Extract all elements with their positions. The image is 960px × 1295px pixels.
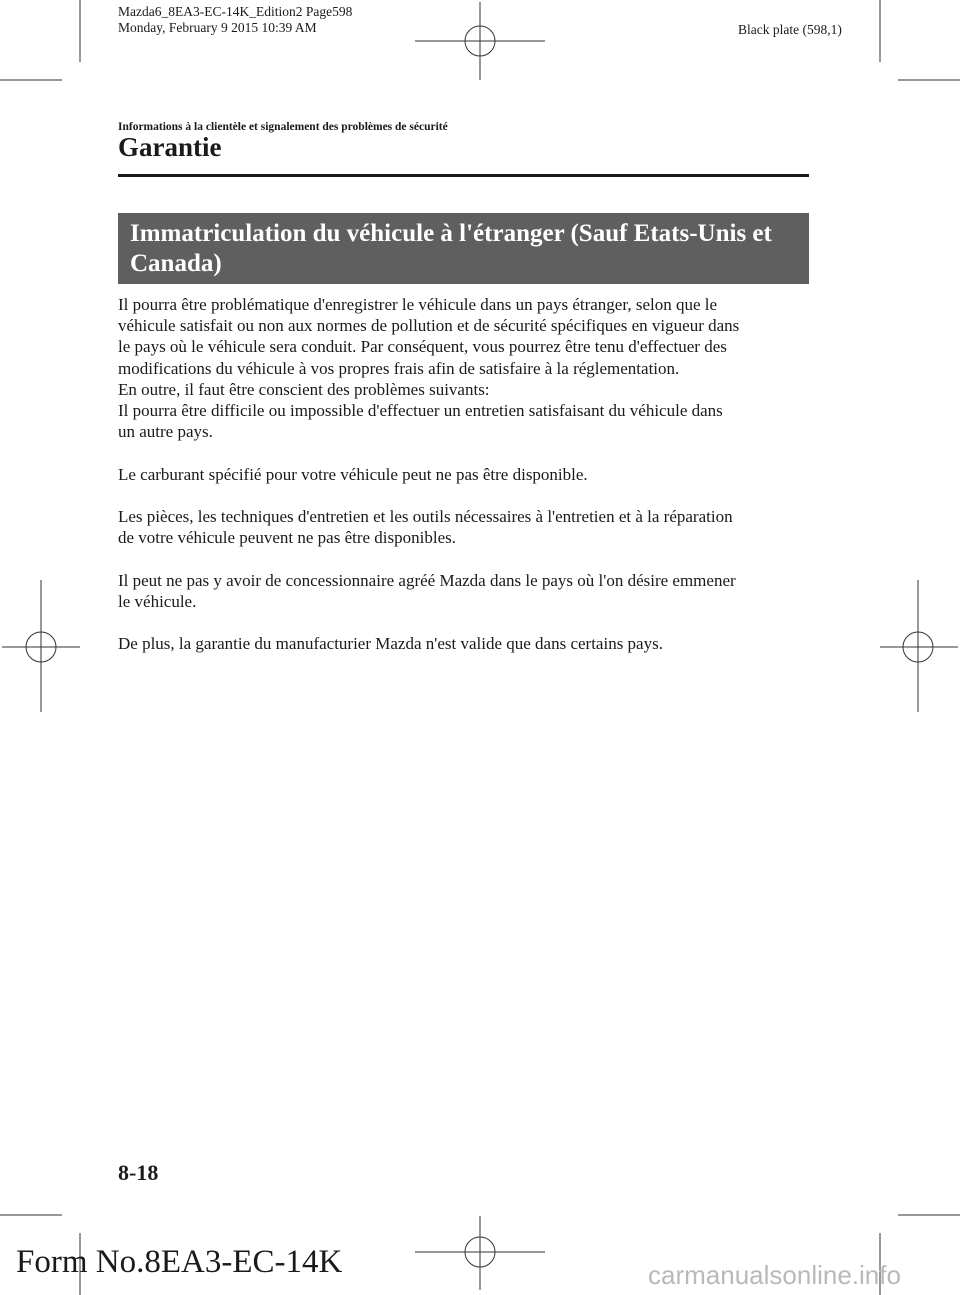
date-line: Monday, February 9 2015 10:39 AM [118, 20, 317, 35]
file-line: Mazda6_8EA3-EC-14K_Edition2 Page598 [118, 4, 353, 19]
paragraph-warranty: De plus, la garantie du manufacturier Mazda n'est valide que dans certains pays. [118, 634, 663, 654]
paragraph-maintenance: Il pourra être difficile ou impossible d'effectuer un entretien satisfaisant du véhicule dans un autre pays. [118, 401, 723, 442]
paragraph-dealer: Il peut ne pas y avoir de concessionnaire agréé Mazda dans le pays où l'on désire emmener le véhicule. [118, 570, 736, 611]
paragraph-fuel: Le carburant spécifié pour votre véhicule peut ne pas être disponible. [118, 464, 588, 484]
page-number: 8-18 [118, 1160, 159, 1185]
paragraph-awareness: En outre, il faut être conscient des problèmes suivants: [118, 379, 490, 399]
body-text [118, 294, 818, 676]
watermark: carmanualsonline.info [648, 1260, 901, 1290]
topic-heading-line-2: Canada) [130, 250, 222, 277]
title-rule [118, 174, 809, 177]
section-label: Informations à la clientèle et signalement des problèmes de sécurité [118, 121, 448, 133]
paragraph-intro: Il pourra être problématique d'enregistrer le véhicule dans un pays étranger, selon que le véhicule satisfait ou non aux normes de pollution et de sécurité spécifiques en vigueur dans le pays où le véhicule sera conduit. Par conséquent, vous pourrez être tenu d'effectuer des modifications du véhicule à vos propres frais afin de satisfaire à la réglementation. [118, 295, 740, 378]
print-info [118, 4, 352, 36]
paragraph-parts: Les pièces, les techniques d'entretien et les outils nécessaires à l'entretien et à la réparation de votre véhicule peuvent ne pas être disponibles. [118, 507, 733, 548]
chapter-title: Garantie [118, 132, 222, 162]
topic-heading [118, 213, 809, 284]
topic-heading-line-1: Immatriculation du véhicule à l'étranger (Sauf Etats-Unis et [130, 220, 772, 247]
form-number: Form No.8EA3-EC-14K [16, 1244, 343, 1280]
plate-label: Black plate (598,1) [738, 22, 842, 37]
